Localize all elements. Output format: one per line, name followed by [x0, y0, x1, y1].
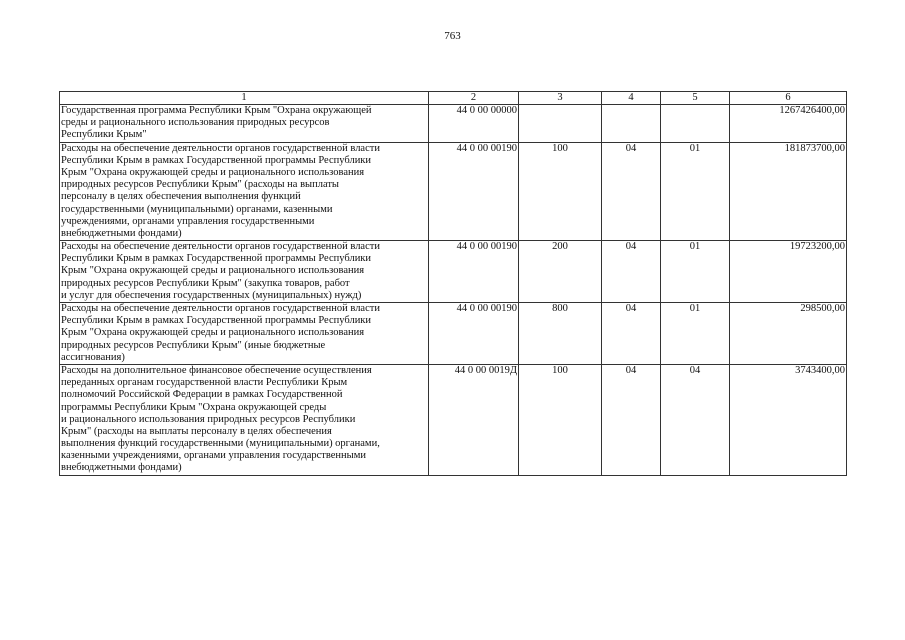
target-code-cell: 44 0 00 00190	[429, 241, 519, 303]
amount-cell: 298500,00	[730, 303, 847, 365]
expense-name-line: внебюджетными фондами)	[61, 227, 182, 239]
expense-name-line: Республики Крым в рамках Государственной программы Республики	[61, 315, 372, 327]
column-header-2: 2	[429, 92, 519, 105]
expense-name-line: казенными учреждениями, органами управления государственными	[61, 450, 366, 462]
expense-name-cell	[60, 241, 429, 303]
expense-type-cell: 100	[519, 142, 602, 241]
expense-name-line: Крым "Охрана окружающей среды и рационального использования	[61, 327, 365, 339]
target-code-cell: 44 0 00 00190	[429, 142, 519, 241]
expense-name-line: государственными (муниципальными) органами, казенными	[61, 203, 333, 215]
expense-name-line: выполнения функций государственными (муниципальными) органами,	[61, 438, 380, 450]
expense-name-line: Расходы на обеспечение деятельности органов государственной власти	[61, 303, 380, 314]
expense-name-line: Расходы на дополнительное финансовое обеспечение осуществления	[61, 364, 372, 376]
section-cell: 04	[602, 364, 661, 475]
table-body	[60, 105, 847, 476]
table-row	[60, 142, 847, 241]
expense-type-cell: 200	[519, 241, 602, 303]
table-row	[60, 364, 847, 475]
table-row	[60, 241, 847, 303]
expense-name-line: Государственная программа Республики Крым "Охрана окружающей	[61, 105, 372, 116]
expense-name-line: Крым "Охрана окружающей среды и рационального использования	[61, 166, 365, 178]
table-header-row	[60, 92, 847, 105]
amount-cell: 3743400,00	[730, 364, 847, 475]
expense-name-line: и услуг для обеспечения государственных (муниципальных) нужд)	[61, 289, 362, 301]
subsection-cell: 01	[661, 142, 730, 241]
expense-type-cell	[519, 105, 602, 143]
subsection-cell	[661, 105, 730, 143]
expense-name-cell	[60, 303, 429, 365]
expense-name-line: Республики Крым"	[61, 129, 147, 141]
column-header-6: 6	[730, 92, 847, 105]
section-cell	[602, 105, 661, 143]
expense-name-line: Крым "Охрана окружающей среды и рационального использования	[61, 265, 365, 277]
amount-cell: 1267426400,00	[730, 105, 847, 143]
expense-name-line: программы Республики Крым "Охрана окружающей среды	[61, 401, 327, 413]
expense-name-line: полномочий Российской Федерации в рамках Государственной	[61, 389, 343, 401]
amount-cell: 181873700,00	[730, 142, 847, 241]
expense-name-line: ассигнования)	[61, 351, 125, 363]
expense-name-line: Расходы на обеспечение деятельности органов государственной власти	[61, 241, 380, 253]
expense-type-cell: 800	[519, 303, 602, 365]
expense-name-cell	[60, 105, 429, 143]
section-cell: 04	[602, 241, 661, 303]
table-row	[60, 105, 847, 143]
expense-name-line: природных ресурсов Республики Крым" (расходы на выплаты	[61, 179, 339, 191]
column-header-3: 3	[519, 92, 602, 105]
expense-name-line: учреждениями, органами управления государственными	[61, 215, 315, 227]
expense-name-line: природных ресурсов Республики Крым" (иные бюджетные	[61, 339, 326, 351]
target-code-cell: 44 0 00 00190	[429, 303, 519, 365]
expense-name-line: Республики Крым в рамках Государственной программы Республики	[61, 253, 372, 265]
subsection-cell: 01	[661, 241, 730, 303]
expense-name-cell	[60, 364, 429, 475]
expense-name-line: Крым" (расходы на выплаты персоналу в целях обеспечения	[61, 425, 332, 437]
column-header-5: 5	[661, 92, 730, 105]
expense-name-cell	[60, 142, 429, 241]
section-cell: 04	[602, 142, 661, 241]
expense-name-line: внебюджетными фондами)	[61, 462, 182, 474]
target-code-cell: 44 0 00 0019Д	[429, 364, 519, 475]
amount-cell: 19723200,00	[730, 241, 847, 303]
expense-name-line: персоналу в целях обеспечения выполнения функций	[61, 191, 301, 203]
expense-name-line: Расходы на обеспечение деятельности органов государственной власти	[61, 142, 380, 154]
expense-name-line: и рационального использования природных ресурсов Республики	[61, 413, 356, 425]
table-row	[60, 303, 847, 365]
expense-name-line: среды и рационального использования природных ресурсов	[61, 117, 330, 129]
expense-name-line: переданных органам государственной власти Республики Крым	[61, 377, 348, 389]
section-cell: 04	[602, 303, 661, 365]
expense-type-cell: 100	[519, 364, 602, 475]
subsection-cell: 04	[661, 364, 730, 475]
expense-name-line: природных ресурсов Республики Крым" (закупка товаров, работ	[61, 277, 350, 289]
column-header-4: 4	[602, 92, 661, 105]
page-number: 763	[444, 30, 461, 42]
column-header-1: 1	[60, 92, 429, 105]
target-code-cell: 44 0 00 00000	[429, 105, 519, 143]
budget-table	[59, 91, 847, 476]
subsection-cell: 01	[661, 303, 730, 365]
expense-name-line: Республики Крым в рамках Государственной программы Республики	[61, 154, 372, 166]
